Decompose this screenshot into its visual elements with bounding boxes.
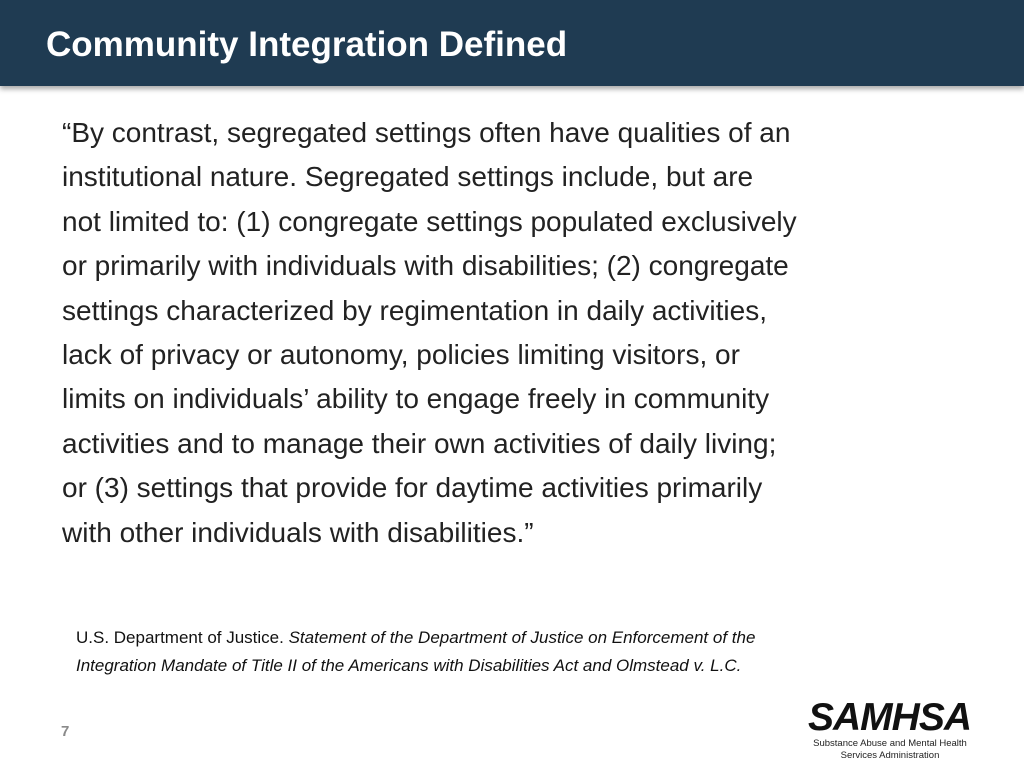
- quote-line: institutional nature. Segregated settings include, but are: [62, 161, 754, 193]
- quote-line: not limited to: (1) congregate settings populated exclusively: [62, 205, 797, 237]
- logo-subtitle: [806, 738, 974, 761]
- citation: [76, 624, 936, 680]
- quote-line: activities and to manage their own activities of daily living;: [62, 427, 777, 459]
- citation-line-1: [76, 624, 936, 652]
- quote-line: settings characterized by regimentation in daily activities,: [62, 294, 768, 326]
- logo-wordmark: SAMHSA: [808, 696, 972, 739]
- citation-title: Statement of the Department of Justice on Enforcement of the: [288, 628, 756, 647]
- quote-line: or (3) settings that provide for daytime activities primarily: [62, 472, 763, 504]
- logo-subtitle-line: Substance Abuse and Mental Health: [813, 738, 967, 749]
- quote-line: with other individuals with disabilities.”: [62, 516, 534, 548]
- quote-block: [62, 111, 967, 555]
- title-bar: [0, 0, 1024, 86]
- quote-line: limits on individuals’ ability to engage freely in community: [62, 383, 770, 415]
- citation-title-continued: Integration Mandate of Title II of the Americans with Disabilities Act and Olmstead v. L.C.: [76, 656, 742, 675]
- samhsa-logo: [806, 696, 974, 762]
- page-number: 7: [61, 723, 70, 740]
- slide-title: Community Integration Defined: [46, 25, 568, 64]
- quote-line: or primarily with individuals with disabilities; (2) congregate: [62, 250, 789, 282]
- logo-subtitle-line: Services Administration: [840, 749, 940, 761]
- quote-line: “By contrast, segregated settings often have qualities of an: [62, 117, 791, 148]
- citation-author: U.S. Department of Justice.: [76, 628, 289, 647]
- quote-line: lack of privacy or autonomy, policies limiting visitors, or: [62, 339, 740, 371]
